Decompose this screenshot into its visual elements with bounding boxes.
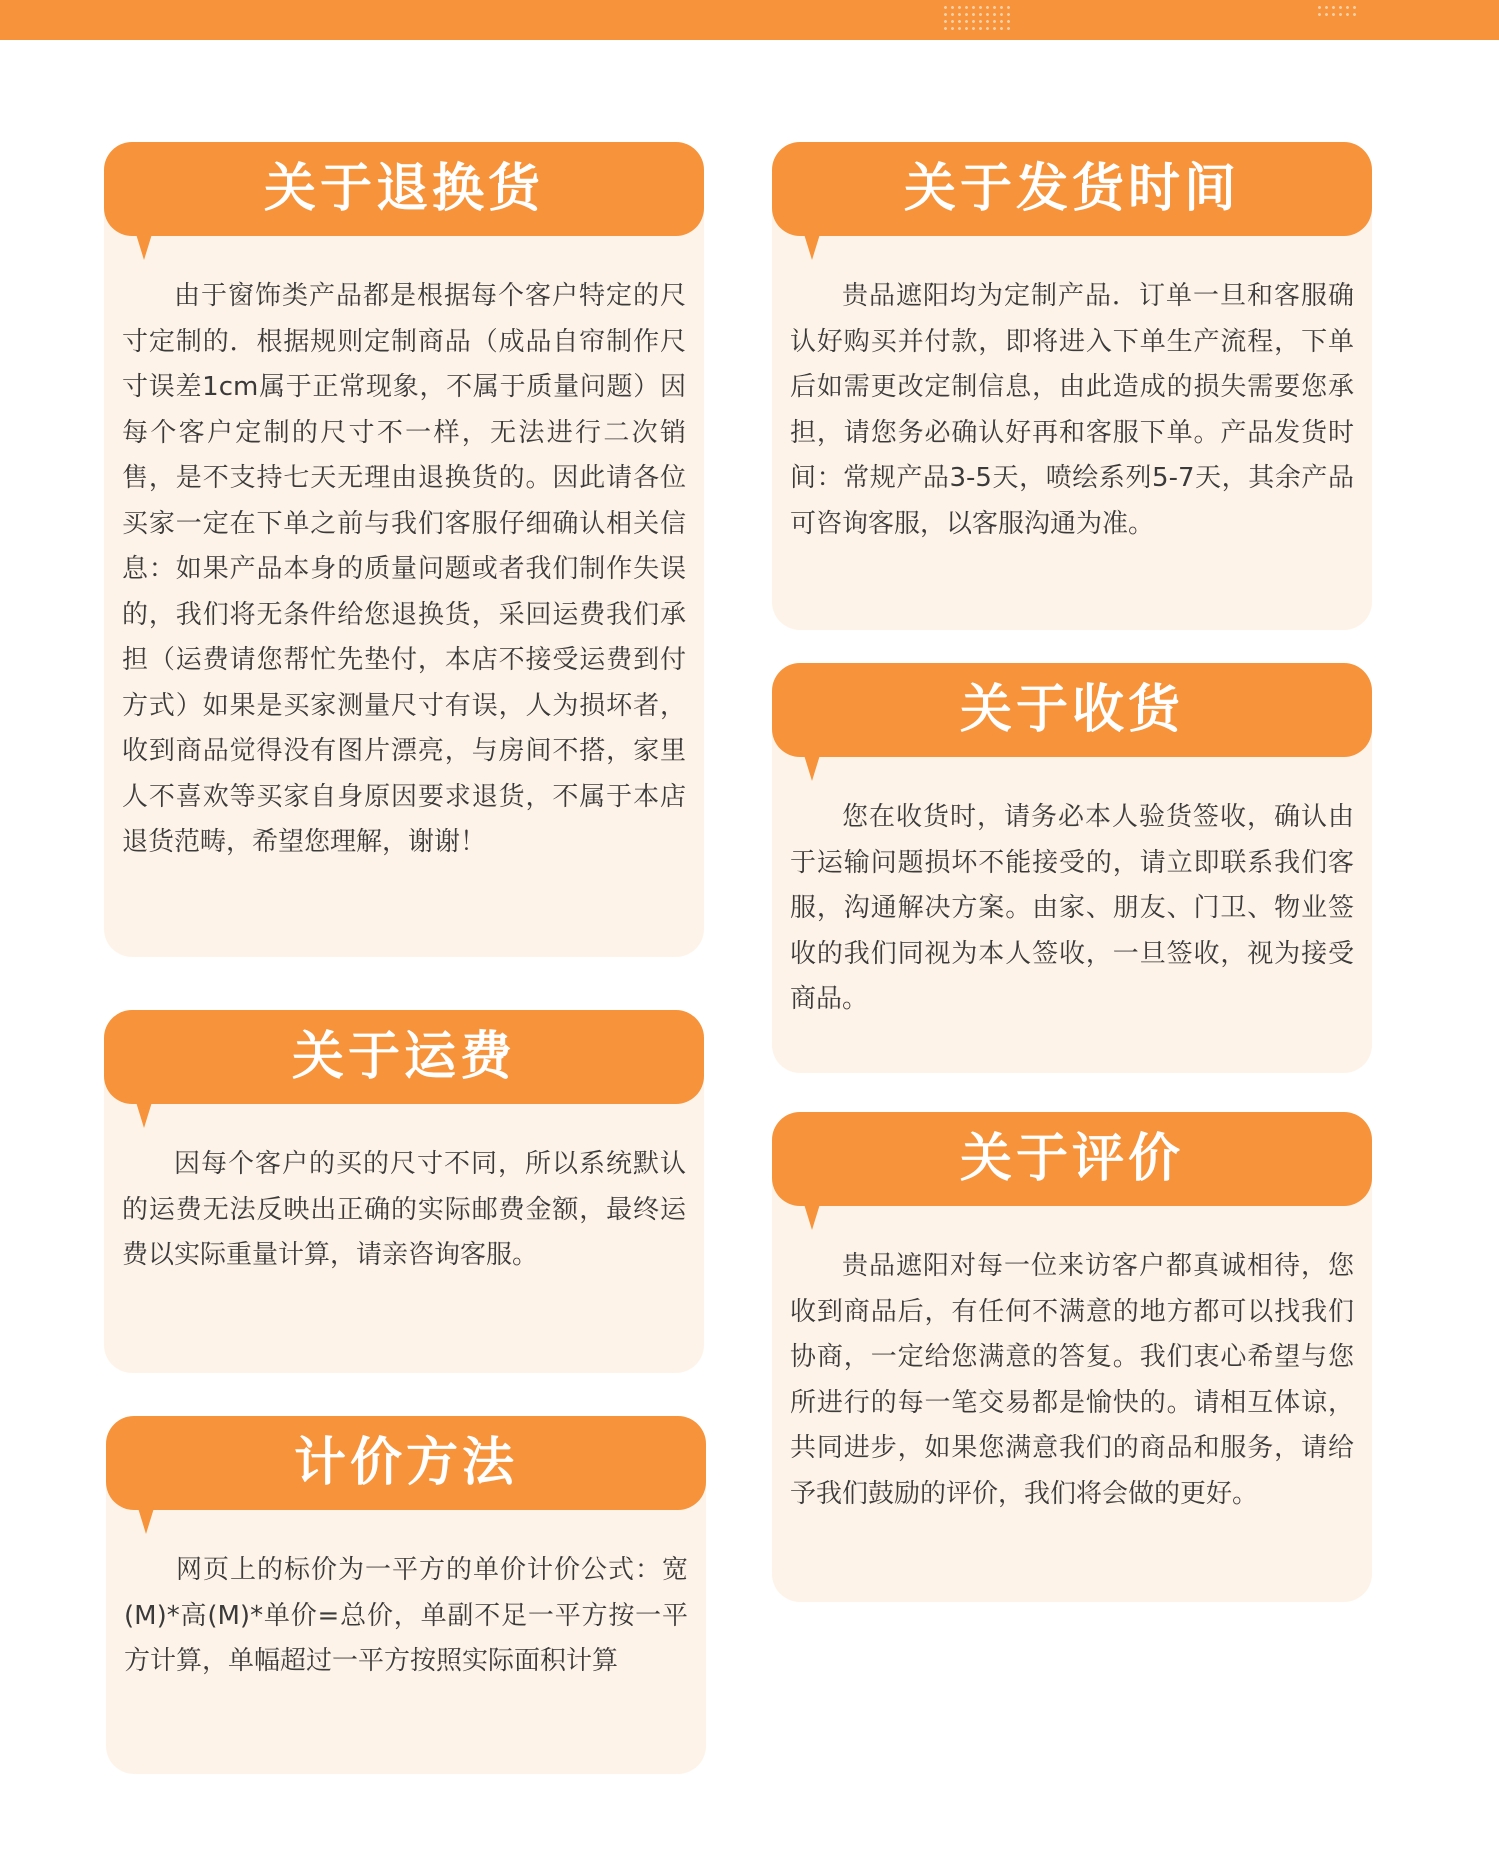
card-title: 关于运费 (291, 1027, 516, 1087)
card-body: 您在收货时，请务必本人验货签收，确认由于运输问题损坏不能接受的，请立即联系我们客服，沟通解决方案。由家、朋友、门卫、物业签收的我们同视为本人签收，一旦签收，视为接受商品。 (790, 802, 1354, 1014)
card-header (106, 1416, 706, 1510)
card-body: 由于窗饰类产品都是根据每个客户特定的尺寸定制的．根据规则定制商品（成品自帘制作尺寸误差1cm属于正常现象，不属于质量问题）因每个客户定制的尺寸不一样，无法进行二次销售，是不支持七天无理由退换货的。因此请各位买家一定在下单之前与我们客服仔细确认相关信息：如果产品本身的质量问题或者我们制作失误的，我们将无条件给您退换货，采回运费我们承担（运费请您帮忙先垫付，本店不接受运费到付方式）如果是买家测量尺寸有误，人为损坏者，收到商品觉得没有图片漂亮，与房间不搭，家里人不喜欢等买家自身原因要求退货，不属于本店退货范畴，希望您理解，谢谢！ (122, 281, 686, 857)
card-body: 贵品遮阳对每一位来访客户都真诚相待，您收到商品后，有任何不满意的地方都可以找我们协商，一定给您满意的答复。我们衷心希望与您所进行的每一笔交易都是愉快的。请相互体谅，共同进步，如果您满意我们的商品和服务，请给予我们鼓励的评价，我们将会做的更好。 (790, 1251, 1354, 1509)
card-reviews (772, 1112, 1372, 1602)
card-shipping-fee (104, 1010, 704, 1373)
card-body: 网页上的标价为一平方的单价计价公式：宽(M)*高(M)*单价=总价，单副不足一平方按一平方计算，单幅超过一平方按照实际面积计算 (124, 1555, 688, 1676)
dot-pattern-decoration (942, 4, 1014, 34)
card-header (772, 142, 1372, 236)
card-receiving (772, 663, 1372, 1073)
card-title: 关于退换货 (263, 159, 544, 219)
card-pricing-method (106, 1416, 706, 1774)
dot-pattern-decoration (1316, 4, 1356, 16)
card-title: 关于发货时间 (903, 159, 1240, 219)
card-body: 贵品遮阳均为定制产品．订单一旦和客服确认好购买并付款，即将进入下单生产流程，下单后如需更改定制信息，由此造成的损失需要您承担，请您务必确认好再和客服下单。产品发货时间：常规产品3-5天，喷绘系列5-7天，其余产品可咨询客服，以客服沟通为准。 (790, 281, 1354, 539)
card-header (772, 663, 1372, 757)
card-header (772, 1112, 1372, 1206)
card-title: 关于收货 (959, 680, 1184, 740)
card-header (104, 142, 704, 236)
top-banner (0, 0, 1499, 40)
card-header (104, 1010, 704, 1104)
card-shipping-time (772, 142, 1372, 630)
card-returns-exchanges (104, 142, 704, 957)
card-title: 计价方法 (293, 1433, 518, 1493)
card-body: 因每个客户的买的尺寸不同，所以系统默认的运费无法反映出正确的实际邮费金额，最终运费以实际重量计算，请亲咨询客服。 (122, 1149, 686, 1270)
card-title: 关于评价 (959, 1129, 1184, 1189)
